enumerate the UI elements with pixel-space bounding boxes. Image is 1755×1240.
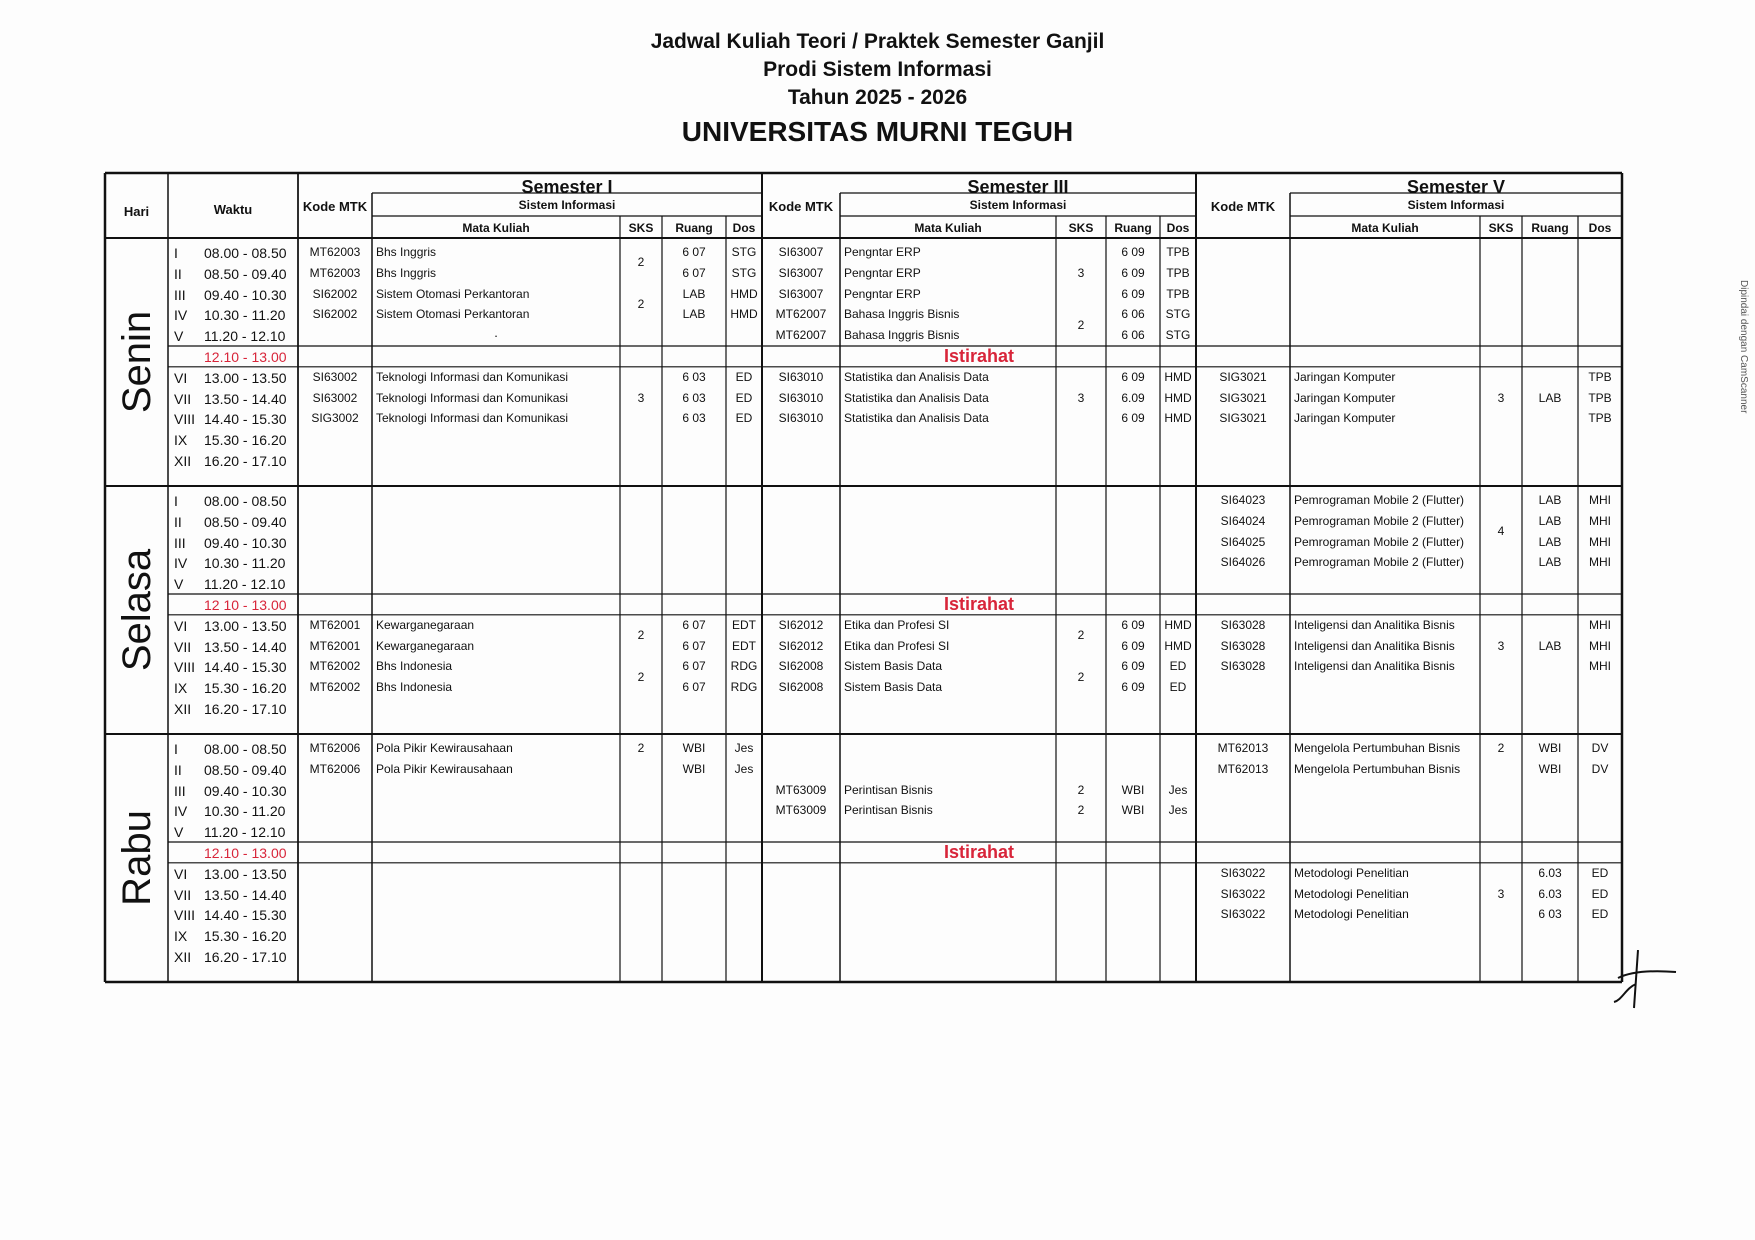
room: WBI <box>1121 782 1145 797</box>
course-code: MT62006 <box>309 761 361 776</box>
sks-value: 3 <box>1077 390 1085 405</box>
lecturer-code: STG <box>1165 328 1191 343</box>
course-code: MT62013 <box>1217 761 1269 776</box>
course-name: Kewarganegaraan <box>376 617 475 632</box>
period-number: VIII <box>174 659 196 676</box>
col-header-dos: Dos <box>1588 221 1612 235</box>
course-name: Sistem Otomasi Perkantoran <box>376 286 530 301</box>
course-name: Inteligensi dan Analitika Bisnis <box>1294 659 1455 674</box>
course-code: SI63028 <box>1220 638 1266 653</box>
course-code: MT62006 <box>309 741 361 755</box>
day-label: Selasa <box>114 548 159 672</box>
period-number: VII <box>174 638 192 655</box>
lecturer-code: DV <box>1591 741 1609 755</box>
period-time: 10.30 - 11.20 <box>204 555 286 572</box>
room: LAB <box>1538 493 1562 507</box>
period-number: XII <box>174 949 192 965</box>
sks-value: 3 <box>1497 886 1505 901</box>
course-name: Pemrograman Mobile 2 (Flutter) <box>1294 493 1465 507</box>
lecturer-code: ED <box>1169 680 1187 695</box>
course-code: SI63022 <box>1220 886 1266 901</box>
course-name: Inteligensi dan Analitika Bisnis <box>1294 638 1455 653</box>
lecturer-code: RDG <box>730 680 758 695</box>
room: 6 03 <box>682 369 706 384</box>
period-time: 15.30 - 16.20 <box>204 432 287 449</box>
lecturer-code: ED <box>735 369 753 384</box>
course-code: MT63009 <box>775 782 827 797</box>
period-number: II <box>174 513 182 530</box>
room: 6.03 <box>1538 865 1562 880</box>
period-number: I <box>174 741 178 757</box>
sks-value: 2 <box>1077 782 1085 797</box>
course-name: Teknologi Informasi dan Komunikasi <box>376 369 569 384</box>
course-name: Pemrograman Mobile 2 (Flutter) <box>1294 513 1465 528</box>
course-code: SIG3021 <box>1219 411 1267 426</box>
period-time: 13.00 - 13.50 <box>204 617 287 634</box>
lecturer-code: ED <box>1591 886 1609 901</box>
lecturer-code: Jes <box>1168 803 1188 818</box>
lecturer-code: TPB <box>1588 369 1612 384</box>
lecturer-code: TPB <box>1588 411 1612 426</box>
course-name: Mengelola Pertumbuhan Bisnis <box>1294 741 1461 755</box>
lecturer-code: HMD <box>730 286 758 301</box>
sks-value: 3 <box>1497 390 1505 405</box>
sks-value: 2 <box>637 297 645 311</box>
col-header-kode-mtk: Kode MTK <box>1210 199 1276 214</box>
col-header-mata-kuliah: Mata Kuliah <box>1351 221 1419 235</box>
period-number: VI <box>174 865 188 882</box>
room: 6 07 <box>682 265 706 280</box>
course-name: Bahasa Inggris Bisnis <box>844 307 960 322</box>
course-code: SI64024 <box>1220 513 1266 528</box>
period-number: II <box>174 761 182 778</box>
sks-value: 4 <box>1497 524 1505 539</box>
period-time: 11.20 - 12.10 <box>204 824 286 841</box>
semester-header: Semester V <box>1406 177 1506 197</box>
room: LAB <box>1538 638 1562 653</box>
course-name: Pengntar ERP <box>844 265 921 280</box>
period-time: 11.20 - 12.10 <box>204 576 286 593</box>
prodi-header: Sistem Informasi <box>1407 198 1505 212</box>
room: LAB <box>682 286 706 301</box>
lecturer-code: MHI <box>1589 534 1611 549</box>
sks-value: 2 <box>1077 803 1085 818</box>
period-number: III <box>174 782 186 799</box>
period-number: VII <box>174 886 192 903</box>
course-code: SI63022 <box>1220 907 1266 922</box>
room: LAB <box>1538 513 1562 528</box>
lecturer-code: STG <box>731 265 757 280</box>
room: LAB <box>1538 390 1562 405</box>
lecturer-code: MHI <box>1589 555 1611 570</box>
course-code: MT62001 <box>309 638 361 653</box>
lecturer-code: MHI <box>1589 659 1611 674</box>
course-name: Pola Pikir Kewirausahaan <box>376 761 513 776</box>
lecturer-code: EDT <box>732 617 756 632</box>
period-time: 16.20 - 17.10 <box>204 453 287 469</box>
course-code: SI63028 <box>1220 617 1266 632</box>
lecturer-code: STG <box>731 245 757 259</box>
course-code: SI62008 <box>778 680 824 695</box>
stray-mark: · <box>493 328 499 344</box>
course-code: MT63009 <box>775 803 827 818</box>
period-time: 10.30 - 11.20 <box>204 307 286 324</box>
course-name: Perintisan Bisnis <box>844 782 933 797</box>
break-label: Istirahat <box>943 346 1015 366</box>
course-name: Bhs Indonesia <box>376 659 453 674</box>
period-time: 08.00 - 08.50 <box>204 245 287 261</box>
period-time: 09.40 - 10.30 <box>204 534 287 551</box>
room: LAB <box>682 307 706 322</box>
period-time: 08.50 - 09.40 <box>204 265 287 282</box>
course-name: Metodologi Penelitian <box>1294 907 1409 922</box>
course-code: SI63007 <box>778 245 824 259</box>
lecturer-code: TPB <box>1166 286 1190 301</box>
scanner-watermark: Dipindai dengan CamScanner <box>1738 280 1749 414</box>
course-code: SI63010 <box>778 390 824 405</box>
room: LAB <box>1538 555 1562 570</box>
course-name: Sistem Otomasi Perkantoran <box>376 307 530 322</box>
lecturer-code: Jes <box>734 741 754 755</box>
period-number: IV <box>174 307 188 324</box>
course-code: MT62003 <box>309 245 361 259</box>
room: 6 03 <box>682 411 706 426</box>
room: WBI <box>682 761 706 776</box>
room: 6 09 <box>1121 265 1145 280</box>
break-label: Istirahat <box>943 594 1015 614</box>
semester-header: Semester I <box>521 177 613 197</box>
lecturer-code: TPB <box>1166 265 1190 280</box>
col-header-ruang: Ruang <box>675 221 713 235</box>
program-name: Prodi Sistem Informasi <box>763 58 992 81</box>
course-name: Bhs Inggris <box>376 265 437 280</box>
room: WBI <box>1538 741 1562 755</box>
course-code: SI63007 <box>778 265 824 280</box>
sks-value: 2 <box>637 628 645 643</box>
period-time: 16.20 - 17.10 <box>204 701 287 717</box>
sks-value: 2 <box>1077 669 1085 684</box>
course-code: SI63002 <box>312 390 358 405</box>
schedule-title: Jadwal Kuliah Teori / Praktek Semester Ganjil <box>650 30 1105 53</box>
col-header-mata-kuliah: Mata Kuliah <box>914 221 982 235</box>
period-time: 13.50 - 14.40 <box>204 390 287 407</box>
course-code: MT62002 <box>309 680 361 695</box>
course-code: SIG3002 <box>311 411 359 426</box>
course-code: SI63010 <box>778 411 824 426</box>
room: 6 09 <box>1121 245 1145 259</box>
room: 6 07 <box>682 638 706 653</box>
course-name: Sistem Basis Data <box>844 659 943 674</box>
room: 6 06 <box>1121 307 1145 322</box>
period-time: 16.20 - 17.10 <box>204 949 287 965</box>
course-name: Teknologi Informasi dan Komunikasi <box>376 411 569 426</box>
room: 6 03 <box>682 390 706 405</box>
course-name: Jaringan Komputer <box>1294 411 1396 426</box>
semester-header: Semester III <box>967 177 1069 197</box>
col-header-sks: SKS <box>628 221 654 235</box>
period-number: VI <box>174 617 188 634</box>
sks-value: 2 <box>637 255 645 270</box>
course-name: Pengntar ERP <box>844 245 921 259</box>
room: 6 09 <box>1121 286 1145 301</box>
period-number: VI <box>174 369 188 386</box>
course-code: SIG3021 <box>1219 369 1267 384</box>
room: 6 07 <box>682 659 706 674</box>
sks-value: 2 <box>1497 741 1505 755</box>
period-time: 08.50 - 09.40 <box>204 761 287 778</box>
course-code: MT62001 <box>309 617 361 632</box>
col-header-dos: Dos <box>1166 221 1190 235</box>
course-name: Bhs Indonesia <box>376 680 453 695</box>
period-number: I <box>174 245 178 261</box>
course-name: Teknologi Informasi dan Komunikasi <box>376 390 569 405</box>
lecturer-code: ED <box>1591 865 1609 880</box>
col-header-mata-kuliah: Mata Kuliah <box>462 221 530 235</box>
period-number: IX <box>174 680 188 697</box>
course-code: SI63002 <box>312 369 358 384</box>
prodi-header: Sistem Informasi <box>969 198 1067 212</box>
lecturer-code: TPB <box>1166 245 1190 259</box>
period-number: IV <box>174 555 188 572</box>
period-time: 13.50 - 14.40 <box>204 638 287 655</box>
course-code: MT62003 <box>309 265 361 280</box>
course-code: SI62002 <box>312 286 358 301</box>
course-code: SI62002 <box>312 307 358 322</box>
lecturer-code: MHI <box>1589 493 1611 507</box>
lecturer-code: EDT <box>732 638 756 653</box>
course-code: SI64023 <box>1220 493 1266 507</box>
period-number: VIII <box>174 907 196 924</box>
period-time: 13.00 - 13.50 <box>204 369 287 386</box>
lecturer-code: STG <box>1165 307 1191 322</box>
period-time: 13.50 - 14.40 <box>204 886 287 903</box>
university-name: UNIVERSITAS MURNI TEGUH <box>681 116 1074 147</box>
course-code: SI63010 <box>778 369 824 384</box>
room: 6.03 <box>1538 886 1562 901</box>
period-time: 15.30 - 16.20 <box>204 928 287 945</box>
room: 6 09 <box>1121 638 1145 653</box>
course-name: Jaringan Komputer <box>1294 369 1396 384</box>
signature-mark <box>1610 950 1680 1010</box>
lecturer-code: DV <box>1591 761 1609 776</box>
period-number: III <box>174 534 186 551</box>
course-code: MT62007 <box>775 328 827 343</box>
course-code: SI62012 <box>778 617 824 632</box>
period-number: I <box>174 493 178 509</box>
room: 6 06 <box>1121 328 1145 343</box>
room: WBI <box>1538 761 1562 776</box>
sks-value: 2 <box>1077 628 1085 643</box>
course-name: Pola Pikir Kewirausahaan <box>376 741 513 755</box>
lecturer-code: HMD <box>1164 411 1192 426</box>
course-code: SI63028 <box>1220 659 1266 674</box>
col-header-dos: Dos <box>732 221 756 235</box>
day-label: Senin <box>114 310 159 414</box>
course-code: SI64026 <box>1220 555 1266 570</box>
period-number: IX <box>174 928 188 945</box>
lecturer-code: ED <box>1169 659 1187 674</box>
period-number: V <box>174 824 184 841</box>
room: 6 07 <box>682 680 706 695</box>
break-label: Istirahat <box>943 842 1015 862</box>
col-header-ruang: Ruang <box>1114 221 1152 235</box>
course-name: Etika dan Profesi SI <box>844 638 950 653</box>
period-time: 14.40 - 15.30 <box>204 907 287 924</box>
col-header-kode-mtk: Kode MTK <box>768 199 834 214</box>
course-code: MT62002 <box>309 659 361 674</box>
course-name: Etika dan Profesi SI <box>844 617 950 632</box>
course-code: SI62008 <box>778 659 824 674</box>
col-header-sks: SKS <box>1488 221 1514 235</box>
course-name: Pemrograman Mobile 2 (Flutter) <box>1294 555 1465 570</box>
period-number: IX <box>174 432 188 449</box>
lecturer-code: ED <box>1591 907 1609 922</box>
period-number: V <box>174 576 184 593</box>
lecturer-code: HMD <box>1164 638 1192 653</box>
sks-value: 2 <box>1077 317 1085 332</box>
room: WBI <box>682 741 706 755</box>
col-header-kode-mtk: Kode MTK <box>302 199 368 214</box>
room: 6 09 <box>1121 369 1145 384</box>
course-name: Jaringan Komputer <box>1294 390 1396 405</box>
period-number: XII <box>174 453 192 469</box>
course-name: Metodologi Penelitian <box>1294 865 1409 880</box>
period-number: VII <box>174 390 192 407</box>
period-time: 10.30 - 11.20 <box>204 803 286 820</box>
day-label: Rabu <box>114 810 159 906</box>
col-header-waktu: Waktu <box>213 202 253 217</box>
course-name: Sistem Basis Data <box>844 680 943 695</box>
course-name: Kewarganegaraan <box>376 638 475 653</box>
sks-value: 3 <box>637 390 645 405</box>
lecturer-code: Jes <box>1168 782 1188 797</box>
period-time: 15.30 - 16.20 <box>204 680 287 697</box>
prodi-header: Sistem Informasi <box>518 198 616 212</box>
period-time: 12.10 - 13.00 <box>204 349 287 365</box>
room: 6 07 <box>682 245 706 259</box>
course-name: Statistika dan Analisis Data <box>844 369 989 384</box>
course-code: SI64025 <box>1220 534 1266 549</box>
room: LAB <box>1538 534 1562 549</box>
room: 6 09 <box>1121 617 1145 632</box>
period-number: II <box>174 265 182 282</box>
period-number: III <box>174 286 186 303</box>
course-name: Statistika dan Analisis Data <box>844 390 989 405</box>
academic-year: Tahun 2025 - 2026 <box>787 86 968 109</box>
lecturer-code: RDG <box>730 659 758 674</box>
lecturer-code: HMD <box>730 307 758 322</box>
sks-value: 2 <box>637 741 645 755</box>
sks-value: 3 <box>1497 638 1505 653</box>
course-name: Bhs Inggris <box>376 245 437 259</box>
lecturer-code: MHI <box>1589 513 1611 528</box>
period-time: 12.10 - 13.00 <box>204 845 287 861</box>
period-number: VIII <box>174 411 196 428</box>
course-name: Pengntar ERP <box>844 286 921 301</box>
period-time: 08.50 - 09.40 <box>204 513 287 530</box>
course-name: Statistika dan Analisis Data <box>844 411 989 426</box>
lecturer-code: ED <box>735 411 753 426</box>
lecturer-code: MHI <box>1589 638 1611 653</box>
course-code: SI63007 <box>778 286 824 301</box>
room: 6 09 <box>1121 411 1145 426</box>
period-time: 08.00 - 08.50 <box>204 741 287 757</box>
period-time: 14.40 - 15.30 <box>204 659 287 676</box>
period-time: 09.40 - 10.30 <box>204 782 287 799</box>
period-time: 09.40 - 10.30 <box>204 286 287 303</box>
course-code: SIG3021 <box>1219 390 1267 405</box>
period-number: V <box>174 328 184 345</box>
lecturer-code: HMD <box>1164 617 1192 632</box>
lecturer-code: HMD <box>1164 390 1192 405</box>
period-number: XII <box>174 701 192 717</box>
course-name: Perintisan Bisnis <box>844 803 933 818</box>
course-name: Metodologi Penelitian <box>1294 886 1409 901</box>
room: 6 09 <box>1121 659 1145 674</box>
room: 6 07 <box>682 617 706 632</box>
course-code: SI63022 <box>1220 865 1266 880</box>
course-name: Bahasa Inggris Bisnis <box>844 328 960 343</box>
course-name: Pemrograman Mobile 2 (Flutter) <box>1294 534 1465 549</box>
room: 6 03 <box>1538 907 1562 922</box>
course-code: SI62012 <box>778 638 824 653</box>
lecturer-code: TPB <box>1588 390 1612 405</box>
col-header-ruang: Ruang <box>1531 221 1569 235</box>
room: 6.09 <box>1121 390 1145 405</box>
lecturer-code: Jes <box>734 761 754 776</box>
lecturer-code: HMD <box>1164 369 1192 384</box>
col-header-hari: Hari <box>123 204 150 219</box>
col-header-sks: SKS <box>1068 221 1094 235</box>
room: 6 09 <box>1121 680 1145 695</box>
period-time: 12 10 - 13.00 <box>204 597 287 613</box>
sks-value: 3 <box>1077 265 1085 280</box>
period-time: 11.20 - 12.10 <box>204 328 286 345</box>
period-time: 08.00 - 08.50 <box>204 493 287 509</box>
period-number: IV <box>174 803 188 820</box>
period-time: 14.40 - 15.30 <box>204 411 287 428</box>
lecturer-code: MHI <box>1589 617 1611 632</box>
sks-value: 2 <box>637 669 645 684</box>
lecturer-code: ED <box>735 390 753 405</box>
course-name: Inteligensi dan Analitika Bisnis <box>1294 617 1455 632</box>
course-code: MT62013 <box>1217 741 1269 755</box>
course-name: Mengelola Pertumbuhan Bisnis <box>1294 761 1461 776</box>
course-code: MT62007 <box>775 307 827 322</box>
period-time: 13.00 - 13.50 <box>204 865 287 882</box>
room: WBI <box>1121 803 1145 818</box>
